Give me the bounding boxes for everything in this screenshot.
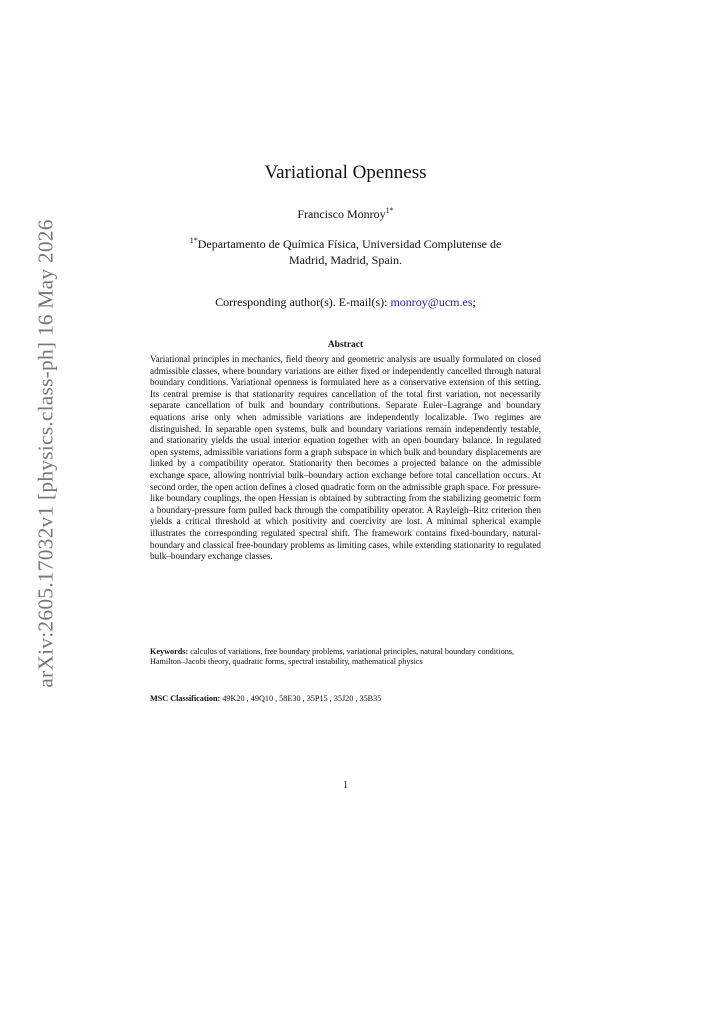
corresponding-author: [150, 295, 541, 310]
paper-title: Variational Openness: [264, 162, 427, 183]
keywords-text: calculus of variations, free boundary problems, variational principles, natural boundary conditions, Hamilton–Jacobi theory, quadratic forms, spectral instability, mathematical physics: [150, 647, 515, 666]
corresponding-email-link[interactable]: monroy@ucm.es: [390, 295, 473, 309]
page-number: 1: [343, 780, 348, 791]
keywords: [150, 647, 541, 667]
arxiv-sidebar: [32, 219, 60, 688]
msc-classification: [150, 694, 541, 704]
affiliation-superscript: 1*: [189, 236, 198, 245]
abstract-text: Variational principles in mechanics, field theory and geometric analysis are usually formulated on closed admissible classes, where boundary variations are either fixed or independently cancelled through natural boundary conditions. Variational openness is formulated here as a conservative extension of this setting. Its central premise is that stationarity requires cancellation of the total first variation, not necessarily separate cancellation of bulk and boundary contributions. Separate Euler–Lagrange and boundary equations arise only when admissible variations are independently localizable. Two regimes are distinguished. In separable open systems, bulk and boundary variations remain independently testable, and stationarity yields the usual interior equation together with an open boundary balance. In regulated open systems, admissible variations form a graph subspace in which bulk and boundary displacements are linked by a compatibility operator. Stationarity then becomes a projected balance on the admissible exchange space, allowing nontrivial bulk–boundary action exchange before total cancellation occurs. At second order, the open action defines a closed quadratic form on the admissible graph space. For pressure-like boundary couplings, the open Hessian is obtained by subtracting from the stabilizing geometric form a boundary-pressure form pulled back through the compatibility operator. A Rayleigh–Ritz criterion then yields a critical threshold at which positivity and coercivity are lost. A minimal spherical example illustrates the corresponding regulated spectral shift. The framework contains fixed-boundary, natural-boundary and classical free-boundary problems as limiting cases, while extending stationarity to regulated bulk–boundary exchange classes.: [150, 354, 541, 562]
msc-codes: 49K20 , 49Q10 , 58E30 , 35P15 , 35J20 , 35B35: [222, 694, 382, 703]
author-name: Francisco Monroy: [297, 207, 386, 221]
abstract-heading: Abstract: [327, 340, 364, 350]
affiliation-line-2: Madrid, Madrid, Spain.: [289, 253, 402, 267]
msc-label: MSC Classification:: [150, 694, 221, 703]
arxiv-identifier: arXiv:2605.17032v1 [physics.class-ph] 16 May 2026: [33, 219, 58, 688]
author-line: [150, 206, 541, 222]
corresponding-label: Corresponding author(s). E-mail(s):: [215, 295, 391, 309]
affiliation: [150, 233, 541, 268]
affiliation-line-1: Departamento de Química Física, Universidad Complutense de: [197, 237, 502, 251]
author-superscript: 1*: [385, 206, 394, 215]
corresponding-suffix: ;: [472, 295, 476, 309]
keywords-label: Keywords:: [150, 647, 189, 656]
